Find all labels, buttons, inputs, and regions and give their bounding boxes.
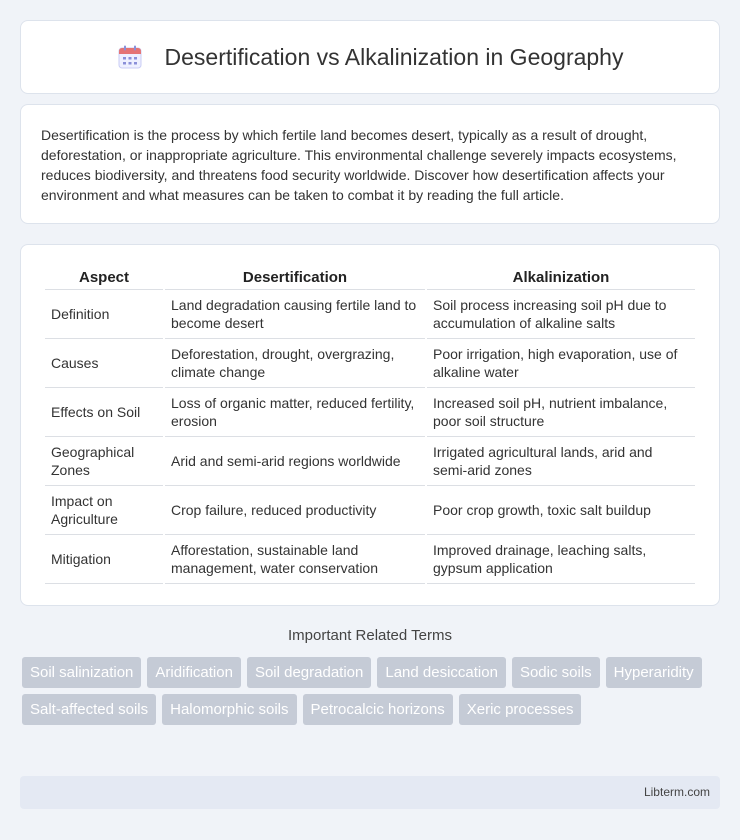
related-term-tag[interactable]: Sodic soils [512,657,600,688]
related-term-tag[interactable]: Petrocalcic horizons [303,694,453,725]
cell-aspect: Impact on Agriculture [45,486,163,535]
header-alkalinization: Alkalinization [427,267,695,290]
table-header-row [45,267,695,290]
related-term-tag[interactable]: Aridification [147,657,241,688]
intro-text: Desertification is the process by which fertile land becomes desert, typically as a result of drought, deforestation, or inappropriate agriculture. This environmental challenge severely impacts ecosystems, reduces biodiversity, and threatens food security worldwide. Discover how desertification affects your environment and what measures can be taken to combat it by reading the full article. [41,127,677,203]
related-term-tag[interactable]: Soil degradation [247,657,371,688]
table-row [45,437,695,486]
cell-alkalinization: Poor crop growth, toxic salt buildup [427,486,695,535]
related-term-tag[interactable]: Soil salinization [22,657,141,688]
cell-desertification: Deforestation, drought, overgrazing, climate change [165,339,425,388]
cell-aspect: Definition [45,290,163,339]
header-desertification: Desertification [165,267,425,290]
related-term-tag[interactable]: Halomorphic soils [162,694,296,725]
cell-aspect: Geographical Zones [45,437,163,486]
calendar-icon [117,44,143,70]
cell-alkalinization: Improved drainage, leaching salts, gypsum application [427,535,695,584]
header-aspect: Aspect [45,267,163,290]
cell-aspect: Mitigation [45,535,163,584]
related-term-tag[interactable]: Salt-affected soils [22,694,156,725]
header-card [20,20,720,94]
cell-aspect: Causes [45,339,163,388]
related-term-tag[interactable]: Xeric processes [459,694,582,725]
related-term-tag[interactable]: Hyperaridity [606,657,702,688]
page-title: Desertification vs Alkalinization in Geography [164,43,624,70]
comparison-table-card [20,244,720,606]
cell-desertification: Land degradation causing fertile land to become desert [165,290,425,339]
cell-aspect: Effects on Soil [45,388,163,437]
cell-alkalinization: Increased soil pH, nutrient imbalance, poor soil structure [427,388,695,437]
cell-alkalinization: Poor irrigation, high evaporation, use of alkaline water [427,339,695,388]
cell-alkalinization: Irrigated agricultural lands, arid and semi-arid zones [427,437,695,486]
cell-desertification: Crop failure, reduced productivity [165,486,425,535]
table-row [45,339,695,388]
footer-site-link[interactable]: Libterm.com [643,785,710,799]
footer [20,776,720,809]
related-terms-list [22,657,722,731]
table-row [45,486,695,535]
cell-alkalinization: Soil process increasing soil pH due to accumulation of alkaline salts [427,290,695,339]
intro-card [20,104,720,224]
table-row [45,290,695,339]
cell-desertification: Arid and semi-arid regions worldwide [165,437,425,486]
related-terms-title: Important Related Terms [288,627,452,644]
related-term-tag[interactable]: Land desiccation [377,657,506,688]
table-row [45,388,695,437]
cell-desertification: Afforestation, sustainable land management, water conservation [165,535,425,584]
table-row [45,535,695,584]
cell-desertification: Loss of organic matter, reduced fertility, erosion [165,388,425,437]
comparison-table [43,267,697,584]
